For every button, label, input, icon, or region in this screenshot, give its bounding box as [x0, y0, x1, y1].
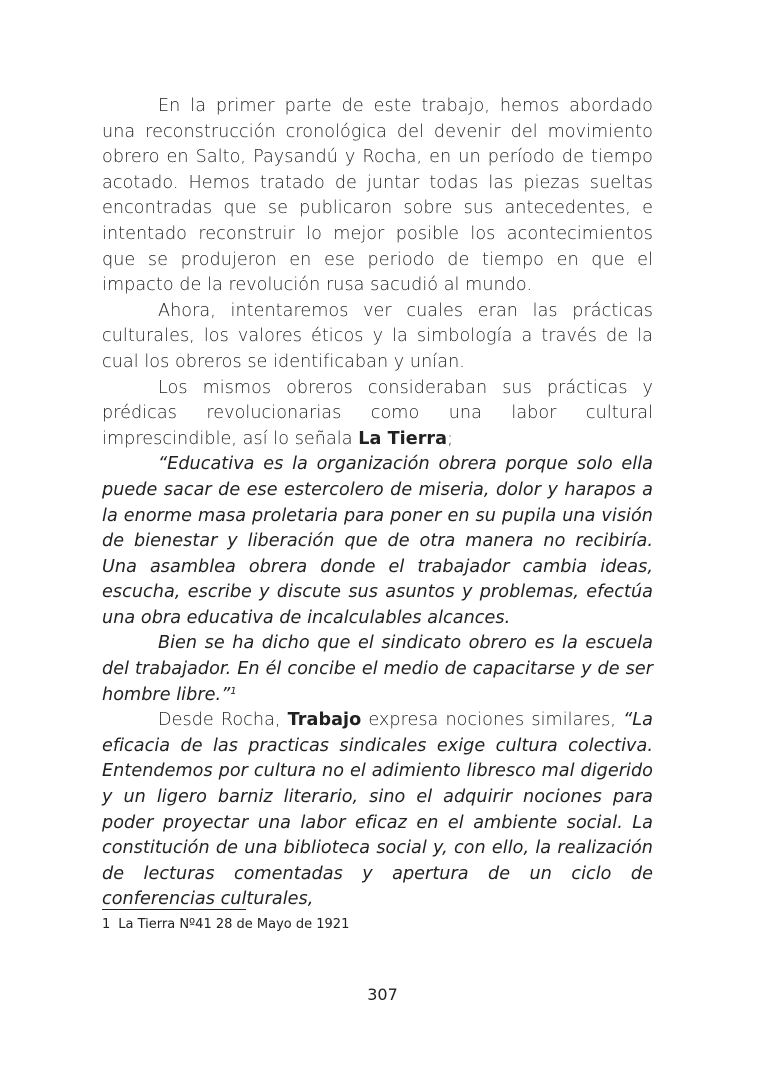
- quote-trabajo: “La eficacia de las practicas sindicales exige cultura colectiva. Entendemos por cultura no el adimiento libresco mal digerido y un ligero barniz literario, sino el adquirir nociones para poder proyectar una labor eficaz en el ambiente social. La constitución de una biblioteca social y, con ello, la realización de lecturas comentadas y apertura de un ciclo de conferencias culturales,: [102, 710, 653, 910]
- quote-text: Bien se ha dicho que el sindicato obrero es la escuela del trabajador. En él concibe el medio de capacitarse y de ser hombre libre.”: [102, 633, 653, 705]
- page-number: 307: [367, 985, 398, 1004]
- paragraph-intro: En la primer parte de este trabajo, hemos abordado una reconstrucción cronológica del devenir del movimiento obrero en Salto, Paysandú y Rocha, en un período de tiempo acotado. Hemos tratado de juntar todas las piezas sueltas encontradas que se publicaron sobre sus antecedentes, e intentado reconstruir lo mejor posible los acontecimientos que se produjeron en ese periodo de tiempo en que el impacto de la revolución rusa sacudió al mundo.: [102, 96, 653, 296]
- footnote-divider: [102, 909, 246, 910]
- footnote-text: La Tierra Nº41 28 de Mayo de 1921: [118, 917, 350, 932]
- source-la-tierra: La Tierra: [358, 428, 448, 449]
- quote-la-tierra-2: [102, 631, 653, 708]
- paragraph-text: expresa nociones similares,: [361, 710, 624, 731]
- paragraph-revolutionary-preaching: [102, 376, 653, 453]
- paragraph-cultural-practices: Ahora, intentaremos ver cuales eran las prácticas culturales, los valores éticos y la simbología a través de la cual los obreros se identificaban y unían.: [102, 300, 653, 372]
- page-body: [102, 94, 653, 913]
- paragraph-text: Desde Rocha,: [158, 710, 288, 731]
- paragraph-punct: ;: [447, 428, 454, 449]
- footnote-reference[interactable]: 1: [230, 685, 237, 697]
- quote-la-tierra-1: “Educativa es la organización obrera porque solo ella puede sacar de ese estercolero de miseria, dolor y harapos a la enorme masa proletaria para poner en su pupila una visión de bienestar y liberación que de otra manera no recibiría. Una asamblea obrera donde el trabajador cambia ideas, escucha, escribe y discute sus asuntos y problemas, efectúa una obra educativa de incalculables alcances.: [102, 454, 653, 628]
- source-trabajo: Trabajo: [287, 710, 362, 731]
- paragraph-rocha: [102, 708, 653, 913]
- footnote-number: 1: [102, 917, 111, 932]
- footnote: [102, 917, 349, 933]
- paragraph-text: Los mismos obreros consideraban sus prácticas y prédicas revolucionarias como una labor cultural imprescindible, así lo señala: [102, 377, 653, 449]
